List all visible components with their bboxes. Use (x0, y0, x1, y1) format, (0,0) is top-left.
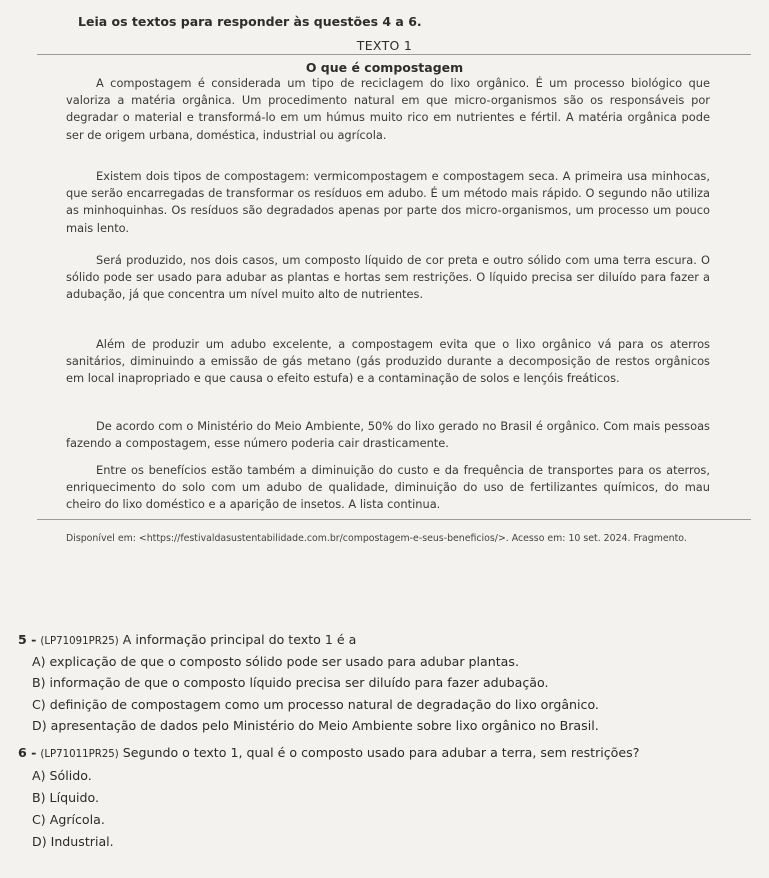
instructions-heading: Leia os textos para responder às questões 4 a 6. (78, 14, 422, 29)
answer-option[interactable]: D) apresentação de dados pelo Ministério do Meio Ambiente sobre lixo orgânico no Brasil. (32, 718, 599, 733)
article-paragraph: De acordo com o Ministério do Meio Ambiente, 50% do lixo gerado no Brasil é orgânico. Com mais pessoas fazendo a compostagem, esse número poderia cair drasticamente. (66, 419, 710, 451)
answer-option[interactable]: C) Agrícola. (32, 812, 105, 827)
article-paragraph: Existem dois tipos de compostagem: vermicompostagem e compostagem seca. A primeira usa minhocas, que serão encarregadas de transformar os resíduos em adubo. É um método mais rápido. O segundo não utiliza as minhoquinhas. Os resíduos são degradados apenas por parte dos micro-organismos, um processo um pouco mais lento. (66, 169, 710, 235)
answer-option[interactable]: C) definição de compostagem como um processo natural de degradação do lixo orgânico. (32, 697, 599, 712)
article-paragraph: Entre os benefícios estão também a diminuição do custo e da frequência de transportes para os aterros, enriquecimento do solo com um adubo de qualidade, diminuição do uso de fertilizantes químicos, do mau cheiro do lixo doméstico e a aparição de insetos. A lista continua. (66, 463, 710, 512)
question-prompt: Segundo o texto 1, qual é o composto usado para adubar a terra, sem restrições? (122, 745, 640, 760)
answer-option[interactable]: A) explicação de que o composto sólido pode ser usado para adubar plantas. (32, 654, 519, 669)
article-paragraph: Será produzido, nos dois casos, um composto líquido de cor preta e outro sólido com uma terra escura. O sólido pode ser usado para adubar as plantas e hortas sem restrições. O líquido precisa ser diluído para fazer a adubação, já que concentra um nível muito alto de nutrientes. (66, 253, 710, 302)
source-citation: Disponível em: <https://festivaldasustentabilidade.com.br/compostagem-e-seus-beneficios/>. Acesso em: 10 set. 2024. Fragmento. (66, 533, 687, 544)
question-number: 5 - (18, 632, 37, 647)
question-number: 6 - (18, 745, 37, 760)
question-code: (LP71011PR25) (40, 749, 119, 760)
question-5 (18, 632, 356, 647)
question-code: (LP71091PR25) (40, 636, 119, 647)
answer-option[interactable]: D) Industrial. (32, 834, 114, 849)
article-paragraph: Além de produzir um adubo excelente, a compostagem evita que o lixo orgânico vá para os aterros sanitários, diminuindo a emissão de gás metano (gás produzido durante a decomposição de restos orgânicos em local inapropriado e que causa o efeito estufa) e a contaminação de solos e lençóis freáticos. (66, 337, 710, 386)
text-label: TEXTO 1 (356, 38, 413, 53)
article-paragraph: A compostagem é considerada um tipo de reciclagem do lixo orgânico. É um processo biológico que valoriza a matéria orgânica. Um procedimento natural em que micro-organismos são os responsáveis por degradar o material e transformá-lo em um húmus muito rico em nutrientes e fértil. A matéria orgânica pode ser de origem urbana, doméstica, industrial ou agrícola. (66, 76, 710, 142)
answer-option[interactable]: A) Sólido. (32, 768, 92, 783)
article-title: O que é compostagem (305, 60, 464, 75)
question-prompt: A informação principal do texto 1 é a (122, 632, 357, 647)
answer-option[interactable]: B) informação de que o composto líquido precisa ser diluído para fazer adubação. (32, 675, 549, 690)
answer-option[interactable]: B) Líquido. (32, 790, 100, 805)
question-6 (18, 745, 639, 760)
